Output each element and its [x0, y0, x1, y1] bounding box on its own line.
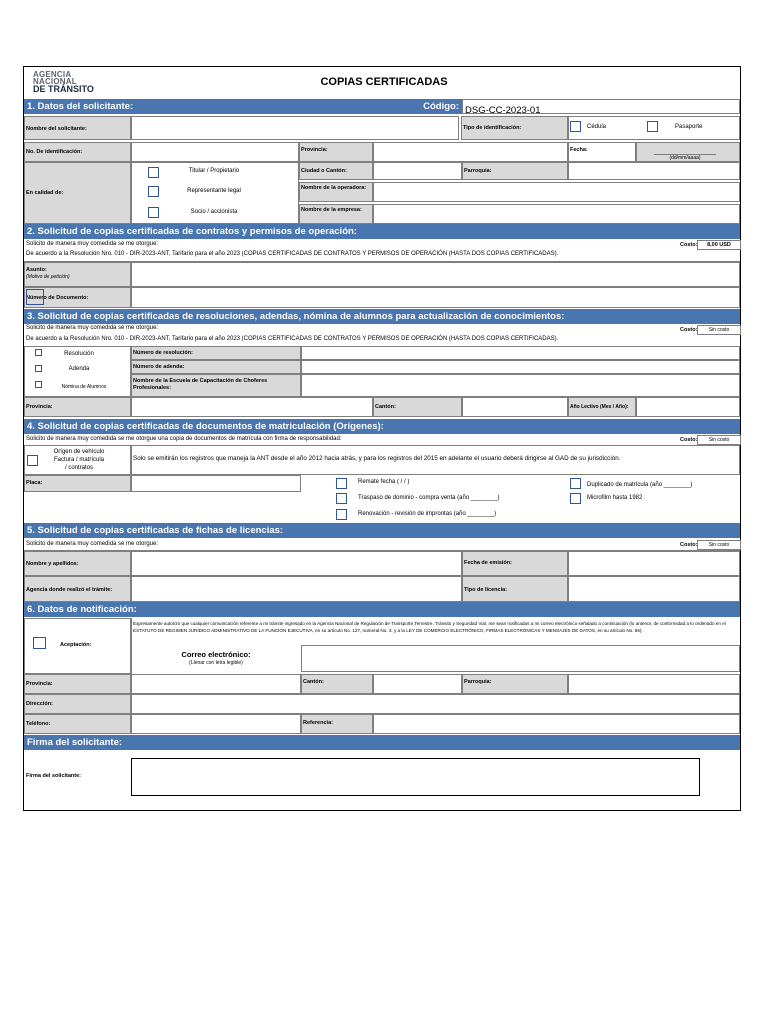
logo-line-2: NACIONAL [33, 77, 77, 86]
operadora-label: Nombre de la operadora: [299, 182, 373, 202]
nombre-solicitante-label: Nombre del solicitante: [24, 116, 131, 140]
origen-label-3: / contratos [64, 465, 93, 471]
fecha-format: (dd/mm/aaaa) [669, 155, 701, 161]
s6-parroquia-label: Parroquia: [462, 674, 568, 694]
renovacion-checkbox[interactable] [336, 509, 347, 520]
empresa-field[interactable] [373, 204, 740, 224]
titular-checkbox[interactable] [148, 167, 159, 178]
s6-provincia-field[interactable] [131, 674, 301, 694]
form-title: COPIAS CERTIFICADAS [320, 76, 448, 88]
origen-label-2: Factura / matrícula [53, 457, 104, 463]
numero-adenda-label: Número de adenda: [131, 360, 301, 374]
tipo-licencia-label: Tipo de licencia: [462, 576, 568, 602]
tipo-licencia-field[interactable] [568, 576, 740, 602]
firma-field[interactable] [131, 758, 700, 796]
agencia-label: Agencia donde realizó el trámite: [24, 576, 131, 602]
section-3-header: 3. Solicitud de copias certificadas de resoluciones, adendas, nómina de alumnos para actualización de conocimientos: [24, 309, 740, 324]
ano-lectivo-label: Año Lectivo (Mes / Año): [568, 397, 636, 417]
codigo-label: Código: [423, 101, 459, 112]
duplicado-checkbox[interactable] [570, 478, 581, 489]
s3-resolucion: De acuerdo a la Resolución Nro. 010 - DIR-2023-ANT, Tarifario para el año 2023 (COPIAS CERTIFICADAS DE CONTRATOS Y PERMISOS DE OPERACIÓN (HASTA DOS COPIAS CERTIFICADAS). [26, 336, 559, 342]
no-identificacion-label: No. De identificación: [24, 142, 131, 162]
section-6-header: 6. Datos de notificación: [24, 602, 740, 617]
autorizo-text: Expresamente autorizo que cualquier comunicación referente a mi trámite ingresado en la Agencia Nacional de Regulación de Transporte Terrestre, Tránsito y Seguridad Vial, me sean notificadas a mi correo electrónico señalado a continuación (lo anterior, de conformidad a lo ordenado en el ESTATUTO DE REGIMEN JURÍDICO ADMINISTRATIVO DE LA FUNCIÓN EJECUTIVA, en su artículo No. 127, numeral No. 3, y a la LEY DE COMERCIO ELECTRÓNICO, FIRMAS ELECTRÓNICAS Y MENSAJES DE DATOS, en su artículo No. 56): [133, 621, 726, 633]
numero-resolucion-field[interactable] [301, 346, 740, 360]
asunto-label-box [24, 262, 131, 287]
s5-solicito: Solicito de manera muy comedida se me otorgue: [26, 541, 159, 547]
placa-field[interactable] [131, 475, 301, 492]
microfilm-label: Microfilm hasta 1982 [587, 495, 643, 501]
s5-costo-label: Costo: [680, 542, 698, 548]
aceptacion-checkbox[interactable] [33, 637, 46, 649]
numero-documento-field[interactable] [131, 287, 740, 308]
ant-logo [33, 71, 123, 97]
s4-costo-label: Costo: [680, 437, 698, 443]
s4-nota: Solo se emitirán los registros que maneja la ANT desde el año 2012 hacia atrás, y para los registros del 2015 en adelante el usuario deberá dirigirse al GAD de su jurisdicción. [133, 455, 621, 462]
microfilm-checkbox[interactable] [570, 493, 581, 504]
direccion-field[interactable] [131, 694, 740, 714]
representante-label: Representante legal [187, 188, 241, 194]
provincia-label: Provincia: [299, 142, 373, 162]
duplicado-label: Duplicado de matrícula (año ________) [587, 482, 693, 488]
s3-canton-label: Cantón: [373, 397, 462, 417]
numero-documento-label: Número de Documento: [24, 287, 131, 308]
parroquia-label: Parroquia: [462, 162, 568, 180]
s4-costo-value: Sin costo [697, 435, 741, 445]
s4-solicito: Solicito de manera muy comedida se me otorgue una copia de documentos de matrícula con firma de responsabilidad: [26, 436, 342, 442]
s6-canton-field[interactable] [373, 674, 462, 694]
s2-resolucion: De acuerdo a la Resolución Nro. 010 - DIR-2023-ANT, Tarifario para el año 2023 (COPIAS CERTIFICADAS DE CONTRATOS Y PERMISOS DE OPERACIÓN (HASTA DOS COPIAS CERTIFICADAS). [26, 251, 559, 257]
placa-label: Placa: [24, 475, 131, 492]
origen-checkbox[interactable] [27, 455, 38, 466]
section-4-header: 4. Solicitud de copias certificadas de documentos de matriculación (Orígenes): [24, 419, 740, 434]
pasaporte-checkbox[interactable] [647, 121, 658, 132]
nomina-checkbox[interactable] [35, 381, 42, 388]
codigo-value: DSG-CC-2023-01 [465, 105, 541, 116]
s6-provincia-label: Provincia: [24, 674, 131, 694]
numero-documento-checkbox[interactable] [26, 289, 44, 305]
form [23, 66, 741, 811]
numero-resolucion-label: Número de resolución: [131, 346, 301, 360]
nomina-option-label: Nómina de Alumnos [61, 384, 107, 390]
s2-costo-value: 8,00 USD [697, 240, 741, 250]
traspaso-checkbox[interactable] [336, 493, 347, 504]
asunto-field[interactable] [131, 262, 740, 287]
fecha-label: Fecha: [568, 142, 636, 162]
s3-costo-value: Sin costo [697, 325, 741, 335]
fecha-emision-label: Fecha de emisión: [462, 551, 568, 576]
ano-lectivo-field[interactable] [636, 397, 740, 417]
s3-canton-field[interactable] [462, 397, 568, 417]
s3-provincia-label: Provincia: [24, 397, 131, 417]
telefono-label: Teléfono: [24, 714, 131, 734]
ciudad-field[interactable] [373, 162, 462, 180]
titular-label: Titular / Propietario [188, 168, 240, 174]
resolucion-option-label: Resolución [64, 351, 94, 357]
referencia-field[interactable] [373, 714, 740, 734]
remate-label: Remate fecha ( / / ) [358, 479, 410, 485]
origen-label-1: Orígen de vehículo [53, 449, 105, 455]
numero-adenda-field[interactable] [301, 360, 740, 374]
s3-costo-label: Costo: [680, 327, 698, 333]
no-identificacion-field[interactable] [131, 142, 299, 162]
operadora-field[interactable] [373, 182, 740, 202]
en-calidad-label: En calidad de: [24, 162, 131, 224]
parroquia-field[interactable] [568, 162, 740, 180]
aceptacion-label: Aceptación: [60, 642, 92, 648]
renovacion-label: Renovación - revisión de improntas (año ________) [358, 511, 497, 517]
section-5-header: 5. Solicitud de copias certificadas de fichas de licencias: [24, 523, 740, 538]
section-1-title: 1. Datos del solicitante: [27, 101, 134, 112]
codigo-value-box [462, 99, 740, 114]
cedula-checkbox[interactable] [570, 121, 581, 132]
cedula-label: Cédula [587, 124, 607, 130]
firma-label: Firma del solicitante: [26, 773, 82, 779]
nombre-solicitante-field[interactable] [131, 116, 459, 140]
s6-canton-label: Cantón: [301, 674, 373, 694]
correo-field[interactable] [301, 645, 740, 672]
s2-costo-label: Costo: [680, 242, 698, 248]
s2-solicito: Solicito de manera muy comedida se me otorgue: [26, 241, 159, 247]
socio-checkbox[interactable] [148, 207, 159, 218]
s3-solicito: Solicito de manera muy comedida se me otorgue: [26, 325, 159, 331]
pasaporte-label: Pasaporte [675, 124, 703, 130]
direccion-label: Dirección: [24, 694, 131, 714]
section-2-header: 2. Solicitud de copias certificadas de contratos y permisos de operación: [24, 224, 740, 239]
provincia-field[interactable] [373, 142, 568, 162]
correo-label: Correo electrónico: [181, 650, 251, 659]
socio-label: Socio / accionista [190, 209, 238, 215]
adenda-option-label: Adenda [68, 366, 90, 372]
s6-parroquia-field[interactable] [568, 674, 740, 694]
s5-nombre-field[interactable] [131, 551, 462, 576]
agencia-field[interactable] [131, 576, 462, 602]
escuela-label: Nombre de la Escuela de Capacitación de Choferes Profesionales: [131, 374, 301, 397]
logo-line-3: DE TRÁNSITO [33, 84, 94, 94]
referencia-label: Referencia: [301, 714, 373, 734]
asunto-label: Asunto: [26, 267, 47, 273]
representante-checkbox[interactable] [148, 186, 159, 197]
tipo-identificacion-label: Tipo de identificación: [461, 116, 568, 140]
escuela-field[interactable] [301, 374, 740, 397]
fecha-emision-field[interactable] [568, 551, 740, 576]
asunto-motivo: (Motivo de petición) [26, 274, 70, 280]
firma-header: Firma del solicitante: [24, 735, 740, 750]
s3-provincia-field[interactable] [131, 397, 373, 417]
remate-checkbox[interactable] [336, 478, 347, 489]
ciudad-label: Ciudad o Cantón: [299, 162, 373, 180]
s5-nombre-label: Nombre y apellidos: [24, 551, 131, 576]
empresa-label: Nombre de la empresa: [299, 204, 373, 224]
resolucion-checkbox[interactable] [35, 349, 42, 356]
s5-costo-value: Sin costo [697, 540, 741, 550]
logo-line-1: AGENCIA [33, 70, 72, 79]
adenda-checkbox[interactable] [35, 365, 42, 372]
correo-nota: (Llenar con letra legible) [189, 660, 243, 666]
telefono-field[interactable] [131, 714, 301, 734]
traspaso-label: Traspaso de dominio - compra venta (año ________) [358, 495, 500, 501]
